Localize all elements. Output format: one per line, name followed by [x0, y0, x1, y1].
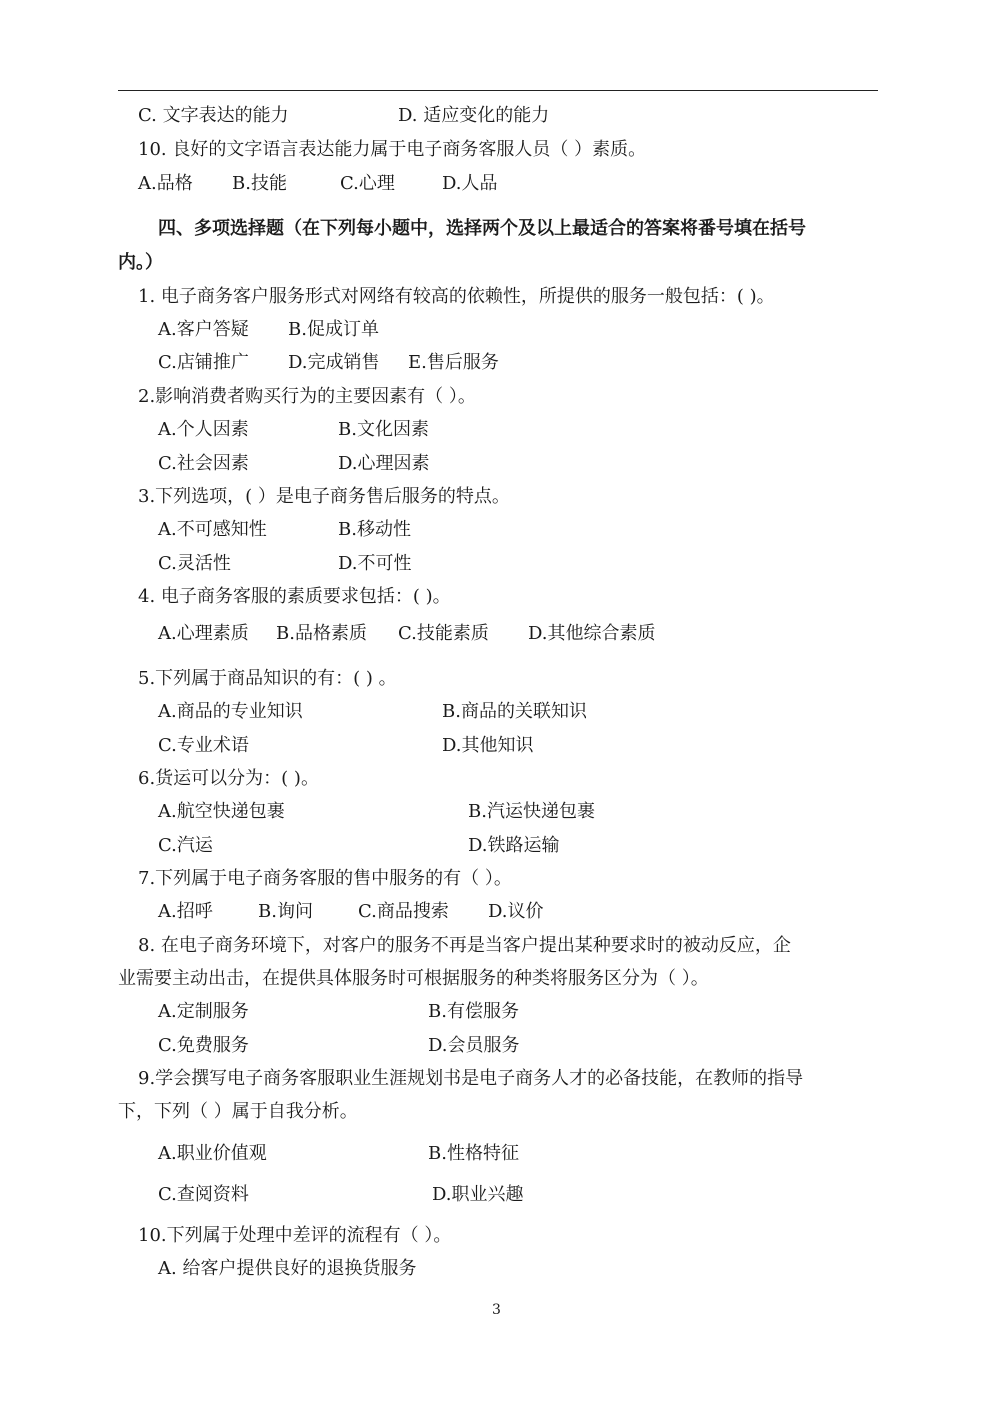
question-stem: 5.下列属于商品知识的有：( ) 。	[138, 668, 397, 689]
option-c: C.免费服务	[158, 1035, 249, 1056]
section-heading: 四、多项选择题（在下列每小题中，选择两个及以上最适合的答案将番号填在括号	[158, 218, 806, 239]
option-a: A.品格	[138, 173, 193, 194]
option-d: D.铁路运输	[468, 835, 560, 856]
option-a: A.商品的专业知识	[158, 701, 303, 722]
prev-option-d: D. 适应变化的能力	[398, 105, 550, 126]
option-c: C.心理	[340, 173, 395, 194]
option-b: B.文化因素	[338, 419, 429, 440]
option-b: B.品格素质	[276, 623, 367, 644]
question-stem: 9.学会撰写电子商务客服职业生涯规划书是电子商务人才的必备技能，在教师的指导	[138, 1068, 804, 1089]
question-stem: 3.下列选项，( ）是电子商务售后服务的特点。	[138, 486, 510, 507]
option-b: B.有偿服务	[428, 1001, 519, 1022]
option-c: C.商品搜索	[358, 901, 449, 922]
option-a: A.客户答疑	[158, 319, 249, 340]
option-c: C.技能素质	[398, 623, 489, 644]
page-number: 3	[492, 1302, 501, 1318]
option-e: E.售后服务	[408, 352, 499, 373]
option-c: C.汽运	[158, 835, 213, 856]
question-stem: 4. 电子商务客服的素质要求包括：( )。	[138, 586, 451, 607]
option-b: B.汽运快递包裹	[468, 801, 595, 822]
option-d: D.其他知识	[442, 735, 534, 756]
option-d: D.职业兴趣	[432, 1184, 524, 1205]
question-stem: 8. 在电子商务环境下，对客户的服务不再是当客户提出某种要求时的被动反应，企	[138, 935, 791, 956]
option-a: A.心理素质	[158, 623, 249, 644]
option-b: B.性格特征	[428, 1143, 519, 1164]
option-a: A.招呼	[158, 901, 213, 922]
option-b: B.移动性	[338, 519, 411, 540]
option-b: B.询问	[258, 901, 313, 922]
question-stem: 7.下列属于电子商务客服的售中服务的有（ ）。	[138, 868, 512, 889]
option-a: A.定制服务	[158, 1001, 249, 1022]
option-d: D.人品	[442, 173, 498, 194]
option-d: D.不可性	[338, 553, 412, 574]
option-a: A.航空快递包裹	[158, 801, 285, 822]
question-stem: 2.影响消费者购买行为的主要因素有（ ）。	[138, 386, 476, 407]
question-stem-cont: 下，下列（ ）属于自我分析。	[118, 1101, 358, 1122]
option-d: D.议价	[488, 901, 544, 922]
header-rule	[118, 90, 878, 91]
option-d: D.会员服务	[428, 1035, 520, 1056]
question-stem: 6.货运可以分为：( )。	[138, 768, 319, 789]
question-stem: 1. 电子商务客户服务形式对网络有较高的依赖性，所提供的服务一般包括：( )。	[138, 286, 775, 307]
option-d: D.完成销售	[288, 352, 380, 373]
option-c: C.灵活性	[158, 553, 231, 574]
option-b: B.商品的关联知识	[442, 701, 587, 722]
option-a: A.不可感知性	[158, 519, 267, 540]
option-b: B.技能	[232, 173, 287, 194]
section-heading-cont: 内。）	[118, 252, 163, 273]
option-c: C.社会因素	[158, 453, 249, 474]
option-a: A.个人因素	[158, 419, 249, 440]
question-stem-cont: 业需要主动出击，在提供具体服务时可根据服务的种类将服务区分为（ ）。	[118, 968, 709, 989]
question-stem: 10.下列属于处理中差评的流程有（ ）。	[138, 1225, 452, 1246]
option-c: C.查阅资料	[158, 1184, 249, 1205]
question-stem: 10. 良好的文字语言表达能力属于电子商务客服人员（ ）素质。	[138, 139, 647, 160]
prev-option-c: C. 文字表达的能力	[138, 105, 289, 126]
option-c: C.店铺推广	[158, 352, 249, 373]
option-a: A. 给客户提供良好的退换货服务	[158, 1258, 417, 1279]
option-c: C.专业术语	[158, 735, 249, 756]
option-b: B.促成订单	[288, 319, 379, 340]
option-d: D.心理因素	[338, 453, 430, 474]
option-d: D.其他综合素质	[528, 623, 656, 644]
option-a: A.职业价值观	[158, 1143, 267, 1164]
